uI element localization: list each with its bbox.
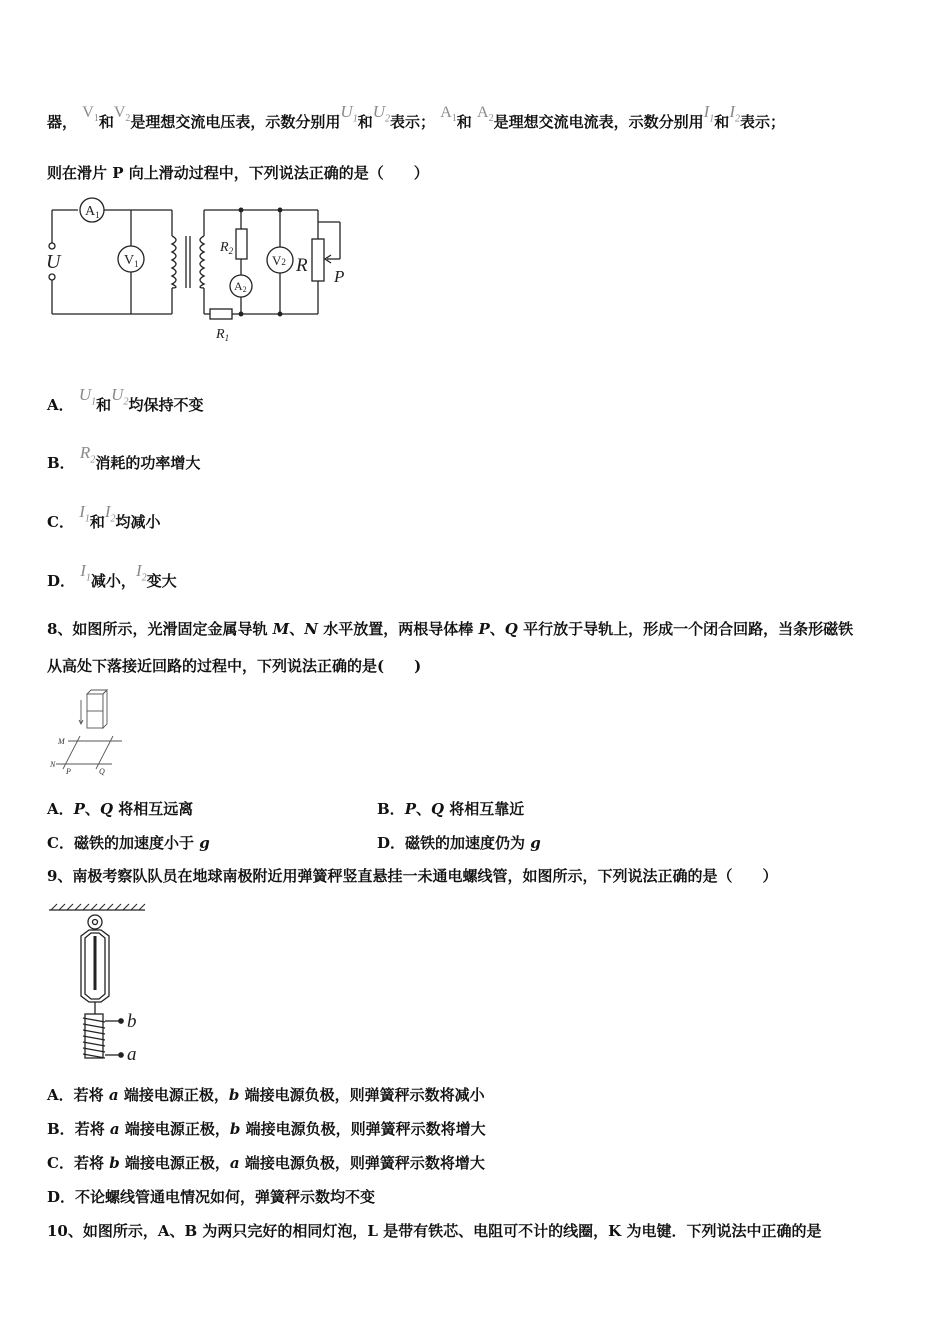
q8-option-d[interactable]: D．磁铁的加速度仍为 g <box>377 834 541 852</box>
symbol-u1: $U_1$ <box>340 102 358 125</box>
symbol-a1: $A_1$ <box>440 104 457 125</box>
q7-option-c[interactable]: C． $I_1$和$I_2$均减小 <box>47 502 161 531</box>
q8-option-c[interactable]: C．磁铁的加速度小于 g <box>47 834 210 852</box>
q7-stem-line1: 器， $V_1$和$V_2$是理想交流电压表，示数分别用$U_1$和$U_2$表示； $A_1$和 $A_2$是理想交流电流表，示数分别用$I_1$和$I_2$表示； <box>47 102 785 131</box>
label-N: N <box>50 760 56 769</box>
symbol-r2: $R_2$ <box>79 443 96 466</box>
q9-option-a[interactable]: A．若将 a 端接电源正极，b 端接电源负极，则弹簧秤示数将减小 <box>47 1086 485 1104</box>
symbol-i1: $I_1$ <box>79 502 90 525</box>
q8-stem-line1: 8、如图所示，光滑固定金属导轨 M、N 水平放置，两根导体棒 P、Q 平行放于导轨上，形成一个闭合回路，当条形磁铁 <box>47 620 854 638</box>
label-M: M <box>58 737 65 746</box>
q7-option-a[interactable]: A． $U_1$和$U_2$均保持不变 <box>47 385 204 414</box>
q9-stem: 9、南极考察队队员在地球南极附近用弹簧秤竖直悬挂一未通电螺线管，如图所示，下列说法正确的是（ ） <box>47 867 778 885</box>
q9-option-c[interactable]: C．若将 b 端接电源正极，a 端接电源负极，则弹簧秤示数将增大 <box>47 1154 485 1172</box>
label-A2: A2 <box>234 279 247 294</box>
label-R1: $R_1$ <box>216 327 230 343</box>
label-R2: $R_2$ <box>220 240 234 256</box>
label-V2: V2 <box>272 253 286 268</box>
symbol-v2: $V_2$ <box>113 104 131 125</box>
label-Q: Q <box>99 767 105 776</box>
q7-stem-line2: 则在滑片 P 向上滑动过程中，下列说法正确的是（ ） <box>47 164 429 182</box>
symbol-u1: $U_1$ <box>78 385 97 408</box>
label-P: P <box>334 267 345 286</box>
q7-text: 器， <box>47 113 78 131</box>
symbol-i2: $I_2$ <box>135 561 147 584</box>
q9-option-b[interactable]: B．若将 a 端接电源正极，b 端接电源负极，则弹簧秤示数将增大 <box>47 1120 486 1138</box>
q8-option-a[interactable]: A．P、Q 将相互远离 <box>47 800 194 818</box>
label-R: R <box>296 255 308 276</box>
q7-option-d[interactable]: D． $I_1$减小，$I_2$变大 <box>47 561 177 590</box>
q9-spring-solenoid-figure <box>45 900 155 1065</box>
symbol-u2: $U_2$ <box>372 102 390 125</box>
symbol-v1: $V_1$ <box>82 104 99 125</box>
q7-circuit-figure <box>40 198 360 348</box>
q10-stem: 10、如图所示，A、B 为两只完好的相同灯泡，L 是带有铁芯、电阻可不计的线圈，K 为电键．下列说法中正确的是 <box>47 1222 822 1240</box>
q8-magnet-rails-figure <box>50 688 130 778</box>
label-P: P <box>66 767 71 776</box>
label-U: U <box>46 251 61 273</box>
label-V1: $V_1$ <box>124 253 139 269</box>
symbol-u2: $U_2$ <box>111 385 129 408</box>
q7-option-b[interactable]: B． $R_2$消耗的功率增大 <box>47 443 201 472</box>
symbol-a2: $A_2$ <box>477 104 494 125</box>
q8-stem-line2: 从高处下落接近回路的过程中，下列说法正确的是( ) <box>47 657 422 675</box>
symbol-i2: $I_2$ <box>729 102 740 125</box>
symbol-i1: $I_1$ <box>703 102 715 125</box>
q9-option-d[interactable]: D．不论螺线管通电情况如何，弹簧秤示数均不变 <box>47 1188 376 1206</box>
label-a: a <box>127 1044 137 1065</box>
label-b: b <box>127 1011 137 1032</box>
symbol-i2: $I_2$ <box>104 502 116 525</box>
label-A1: $A_1$ <box>85 204 100 220</box>
symbol-i1: $I_1$ <box>80 561 91 584</box>
q8-option-b[interactable]: B．P、Q 将相互靠近 <box>377 800 525 818</box>
